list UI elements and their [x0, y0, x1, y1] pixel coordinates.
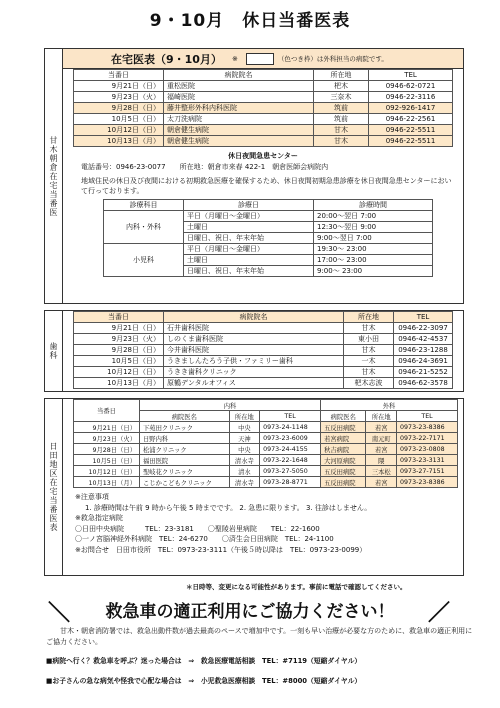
date-cell: 9月23日（火）: [74, 334, 164, 345]
geka-l2: 南元町: [366, 433, 397, 444]
loc-cell: 甘木: [314, 125, 369, 136]
dental-table: 当番日 病院院名 所在地 TEL 9月21日（日） 石井歯科医院 甘木 0946-22-3097 9月23日（火） しのくま歯科医院 東小田 0946-42-4537 9月28日（日） 今井歯科医院 甘木 0946-23-1288 10月5日（日） うきましんたろう子供・ファミリー歯科 一木 0946-24-3691 10月12日（日） うきき歯科クリニック 甘木 0946-21-5252 10月13日（月） 原鶴デンタルオフィス 杷木志波 0946-62-3578: [73, 311, 453, 389]
loc-cell: 甘木: [314, 136, 369, 147]
name-cell: 朝倉健生病院: [164, 136, 314, 147]
note-line: 〇一ノ宮脳神経外科病院 TEL：24-6270 〇済生会日田病院 TEL：24-1100: [75, 535, 334, 543]
consult-line-7119: ■病院へ行く？救急車を呼ぶ？迷った場合は ⇒ 救急医療電話相談 TEL：#7119（短縮ダイヤル）: [46, 657, 362, 665]
geka-n2: 五反田病院: [321, 477, 366, 488]
tel-cell: 0946-42-4537: [394, 334, 453, 345]
footnote: ＊日時等、変更になる可能性があります。事前に電話で確認してください。: [186, 583, 407, 591]
center-desc: 地域住民の休日及び夜間における初期救急医療を確保するため、休日夜間初期急患診療を休日夜間急患センターにおいて行っております。: [81, 177, 452, 195]
naika-l1: 清水寺: [229, 455, 260, 466]
name-cell: 重松医院: [164, 81, 314, 92]
date-cell: 9月28日（日）: [74, 444, 140, 455]
tel-cell: 0946-24-3691: [394, 356, 453, 367]
naika-t1: 0973-24-4155: [260, 444, 321, 455]
hita-section: [62, 398, 464, 576]
date-cell: 10月5日（日）: [74, 114, 164, 125]
tel-cell: 0946-22-5511: [369, 125, 453, 136]
day-cell: 土曜日: [184, 255, 314, 266]
geka-t2: 0973-23-0808: [397, 444, 458, 455]
table-row: [74, 136, 453, 147]
loc-cell: 甘木: [344, 323, 394, 334]
name-cell: 石井歯科医院: [164, 323, 344, 334]
time-cell: 9:00〜 23:00: [314, 266, 433, 277]
loc-cell: 一木: [344, 356, 394, 367]
table-row: [74, 367, 453, 378]
date-cell: 10月5日（日）: [74, 356, 164, 367]
day-cell: 平日（月曜日〜金曜日）: [184, 244, 314, 255]
dept-cell: 小児科: [104, 244, 184, 277]
table-row: [74, 422, 458, 433]
date-cell: 10月12日（日）: [74, 466, 140, 477]
table-row: [74, 356, 453, 367]
date-cell: 10月13日（月）: [74, 136, 164, 147]
home-table: 当番日 病院院名 所在地 TEL 9月21日（日） 重松医院 杷木 0946-62-0721 9月23日（火） 福崎医院 三奈木 0946-22-3116 9月28日（日） 藤井整形外科内科医院 筑前 092-926-1417 10月5日（日） 太刀洗病院 筑前 0946-22-2561 10月12日（日） 朝倉健生病院 甘木 0946-22-5511 10月13日（月） 朝倉健生病院 甘木 0946-22-5511: [73, 69, 453, 147]
name-cell: うきき歯科クリニック: [164, 367, 344, 378]
date-cell: 10月12日（日）: [74, 367, 164, 378]
table-row: [74, 334, 453, 345]
page-title: 9・10月 休日当番医表: [149, 11, 351, 31]
intro-paragraph: 甘木・朝倉消防署では、救急出動件数が過去最高のペースで増加中です。一刻も早い治療が必要な方のために、救急車の適正利用にご協力ください。: [46, 627, 473, 646]
loc-cell: 甘木: [344, 367, 394, 378]
name-cell: 今井歯科医院: [164, 345, 344, 356]
tel-cell: 0946-22-2561: [369, 114, 453, 125]
time-cell: 12:30〜翌日 9:00: [314, 222, 433, 233]
naika-l1: 天神: [229, 433, 260, 444]
naika-n1: こじかこどもクリニック: [140, 477, 230, 488]
date-cell: 10月12日（日）: [74, 125, 164, 136]
home-section-header: [63, 49, 463, 69]
name-cell: しのくま歯科医院: [164, 334, 344, 345]
naika-n1: 福田医院: [140, 455, 230, 466]
day-cell: 日曜日、祝日、年末年始: [184, 266, 314, 277]
date-cell: 10月5日（日）: [74, 455, 140, 466]
hita-notes: [63, 488, 463, 555]
side-label-dental: 歯科: [44, 310, 62, 392]
tel-cell: 0946-21-5252: [394, 367, 453, 378]
geka-n2: 五反田病院: [321, 422, 366, 433]
naika-t1: 0973-28-8771: [260, 477, 321, 488]
naika-l1: 清水寺: [229, 477, 260, 488]
day-cell: 平日（月曜日〜金曜日）: [184, 211, 314, 222]
day-cell: 土曜日: [184, 222, 314, 233]
date-cell: 9月28日（日）: [74, 345, 164, 356]
date-cell: 9月21日（日）: [74, 323, 164, 334]
banner: 救急車の適正利用にご協力ください！: [105, 602, 395, 622]
loc-cell: 甘木: [344, 345, 394, 356]
date-cell: 10月13日（月）: [74, 378, 164, 389]
slash-left: ＼: [48, 601, 71, 626]
date-cell: 9月21日（日）: [74, 81, 164, 92]
loc-cell: 杷木: [314, 81, 369, 92]
date-cell: 9月23日（火）: [74, 92, 164, 103]
naika-t1: 0973-24-1148: [260, 422, 321, 433]
table-row: [74, 323, 453, 334]
tel-cell: 092-926-1417: [369, 103, 453, 114]
consult-line-8000: ■お子さんの急な病気や怪我で心配な場合は ⇒ 小児救急医療相談 TEL：#8000（短縮ダイヤル）: [46, 677, 362, 685]
loc-cell: 杷木志波: [344, 378, 394, 389]
name-cell: 原鶴デンタルオフィス: [164, 378, 344, 389]
geka-n2: 大河原病院: [321, 455, 366, 466]
note-line: ※注意事項: [75, 493, 109, 501]
name-cell: 朝倉健生病院: [164, 125, 314, 136]
tel-cell: 0946-62-0721: [369, 81, 453, 92]
geka-l2: 三本松: [366, 466, 397, 477]
side-label-home: 甘木朝倉在宅当番医: [44, 48, 62, 304]
date-cell: 9月23日（火）: [74, 433, 140, 444]
table-row: [74, 477, 458, 488]
name-cell: うきましんたろう子供・ファミリー歯科: [164, 356, 344, 367]
geka-t2: 0973-23-3131: [397, 455, 458, 466]
date-cell: 10月13日（月）: [74, 477, 140, 488]
table-row: [74, 125, 453, 136]
naika-t1: 0973-23-6009: [260, 433, 321, 444]
table-row: [74, 103, 453, 114]
name-cell: 福崎医院: [164, 92, 314, 103]
loc-cell: 筑前: [314, 103, 369, 114]
table-row: [104, 211, 433, 222]
slash-right: ／: [428, 601, 451, 626]
table-row: [74, 455, 458, 466]
tel-cell: 0946-62-3578: [394, 378, 453, 389]
geka-l2: 隈: [366, 455, 397, 466]
tel-cell: 0946-22-5511: [369, 136, 453, 147]
time-cell: 17:00〜 23:00: [314, 255, 433, 266]
table-row: [74, 444, 458, 455]
geka-t2: 0973-22-7171: [397, 433, 458, 444]
center-info: 電話番号：0946-23-0077 所在地：朝倉市来春 422-1 朝倉医師会病院内: [81, 163, 329, 171]
day-cell: 日曜日、祝日、年末年始: [184, 233, 314, 244]
hita-table: 当番日 内科 外科 病院医名 所在地 TEL 病院医名 所在地 TEL 9月21日（日） 下苑田クリニック 中央 0973-24-1148 五反田病院 若宮 0973-23-8386 9月23日（火） 日野内科 天神 0973-23-6009 若宮病院 南元町 0973-22-7171 9月28日（日） 松浦クリニック 中央 0973-24-4155 秋吉病院 若宮 0973-23-0808 10月5日（日） 福田医院 清水寺 0973-22-1648 大河原病院 隈 0973-23-3131 10月12日（日） 聖岐花クリニック 清水 0973-27-5050 五反田病院 三本松 0973-27-7151 10月13日（月） こじかこどもクリニック 清水寺 0973-28-8771 五反田病院 若宮 0973-23-8386: [73, 399, 458, 488]
geka-l2: 若宮: [366, 477, 397, 488]
geka-n2: 五反田病院: [321, 466, 366, 477]
geka-l2: 若宮: [366, 444, 397, 455]
geka-t2: 0973-23-8386: [397, 477, 458, 488]
table-row: [74, 466, 458, 477]
name-cell: 太刀洗病院: [164, 114, 314, 125]
geka-t2: 0973-23-8386: [397, 422, 458, 433]
naika-t1: 0973-22-1648: [260, 455, 321, 466]
table-row: [74, 378, 453, 389]
note-line: 1. 診療時間は午前 9 時から午後 5 時までです。 2. 急患に限ります。 3. 往診はしません。: [85, 503, 372, 512]
naika-l1: 清水: [229, 466, 260, 477]
loc-cell: 東小田: [344, 334, 394, 345]
home-doctor-section: [62, 48, 464, 304]
note-line: ※救急指定病院: [75, 514, 123, 522]
naika-n1: 松浦クリニック: [140, 444, 230, 455]
naika-n1: 日野内科: [140, 433, 230, 444]
name-cell: 藤井整形外科内科医院: [164, 103, 314, 114]
naika-t1: 0973-27-5050: [260, 466, 321, 477]
table-row: [74, 345, 453, 356]
note-line: ※お問合せ 日田市役所 TEL：0973-23-3111（午後５時以降は TEL：0973-23-0099）: [75, 545, 367, 554]
naika-n1: 下苑田クリニック: [140, 422, 230, 433]
home-heading: 在宅医表（9・10月）: [111, 52, 222, 66]
time-cell: 19:30〜 23:00: [314, 244, 433, 255]
naika-n1: 聖岐花クリニック: [140, 466, 230, 477]
tel-cell: 0946-22-3097: [394, 323, 453, 334]
tel-cell: 0946-23-1288: [394, 345, 453, 356]
home-note: （色つき枠）は外科担当の病院です。: [277, 55, 388, 63]
table-row: [74, 114, 453, 125]
geka-t2: 0973-27-7151: [397, 466, 458, 477]
time-cell: 20:00〜翌日 7:00: [314, 211, 433, 222]
geka-n2: 秋吉病院: [321, 444, 366, 455]
date-cell: 9月28日（日）: [74, 103, 164, 114]
side-label-hita: 日田地区在宅当番医表: [44, 398, 62, 576]
naika-l1: 中央: [229, 444, 260, 455]
table-row: [104, 244, 433, 255]
center-title: 休日夜間急患センター: [228, 152, 298, 160]
geka-l2: 若宮: [366, 422, 397, 433]
date-cell: 9月21日（日）: [74, 422, 140, 433]
time-cell: 9:00〜翌日 7:00: [314, 233, 433, 244]
geka-n2: 若宮病院: [321, 433, 366, 444]
table-row: [74, 92, 453, 103]
loc-cell: 三奈木: [314, 92, 369, 103]
table-row: [74, 433, 458, 444]
dental-section: [62, 310, 464, 392]
hours-table: 診療科目 診療日 診療時間 内科・外科 平日（月曜日〜金曜日） 20:00〜翌日 7:00 土曜日 12:30〜翌日 9:00 日曜日、祝日、年末年始 9:00〜翌日 7:00 小児科 平日（月曜日〜金曜日） 19:30〜 23:00 土曜日 17:00〜 23:00 日曜日、祝日、年末年始 9:00〜 23:00: [103, 199, 433, 277]
table-row: [74, 81, 453, 92]
loc-cell: 筑前: [314, 114, 369, 125]
note-line: 〇日田中央病院 TEL：23-3181 〇聖陵岩里病院 TEL：22-1600: [75, 524, 320, 533]
dept-cell: 内科・外科: [104, 211, 184, 244]
mark: ※: [231, 54, 238, 63]
color-sample-box: [246, 53, 274, 65]
tel-cell: 0946-22-3116: [369, 92, 453, 103]
naika-l1: 中央: [229, 422, 260, 433]
